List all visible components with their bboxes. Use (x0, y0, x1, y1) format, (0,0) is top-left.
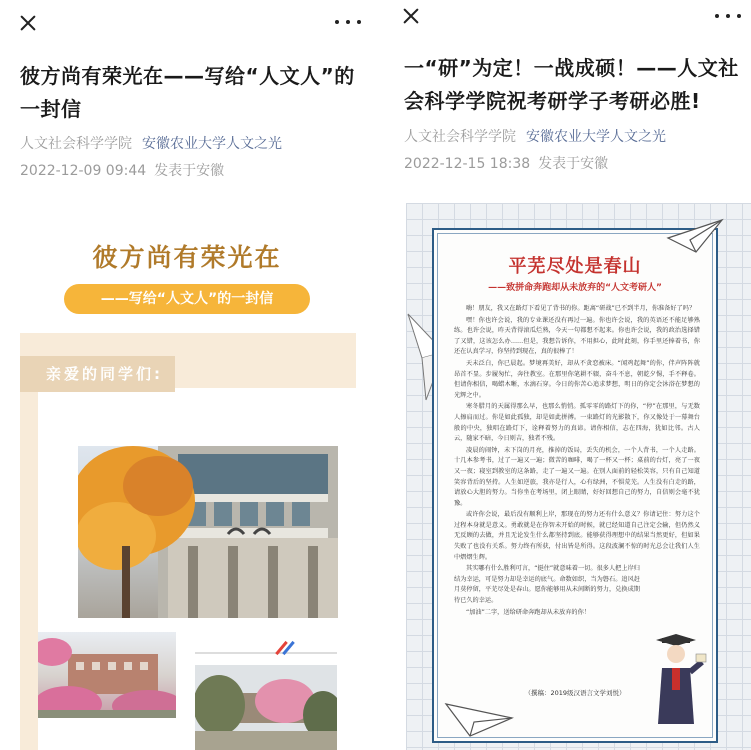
left-article-pane (0, 0, 374, 750)
library-photo[interactable] (78, 446, 338, 618)
campus-photo-blossom-drawing (38, 632, 176, 718)
account-link[interactable]: 安徽农业大学人文之光 (526, 129, 666, 145)
article-title: 彼方尚有荣光在——写给“人文人”的一封信 (20, 64, 355, 121)
publish-location: 发表于安徽 (154, 163, 225, 179)
poster-paragraph: 其实哪有什么胜利可言，“挺住”就意味着一切。很多人把上岸归结为幸运，可是努力却是幸运的底气。命数如织，当为磐石。追风赶月莫停留，平芜尽处是春山。愿你能够用从未间断的努力，兑换成期待已久的幸运。 (454, 565, 640, 605)
poster-paragraph: 寒冬腊月的天属得那么早，也那么悄悄。孤零零的路灯下的你，“停”在那里，与无数人擦肩而过。你是如此孤独，却是如此拼搏。一束路灯的光影散下，你又像处于一幕舞台般的中央，独唱在路灯下，诠释着努力的真谛。请你相信，志在四海，犹如比邻。古人云，随家不暗，今日则吉，独者不残。 (454, 403, 700, 443)
campus-photo-garden[interactable] (195, 665, 337, 750)
graduate-figure-icon (648, 632, 708, 732)
poster-paragraph: 嘿！你也许会说，我的专业课还没有再过一遍。你也许会说，我的英语还不能足够熟练。也许会说，昨天背得滚瓜烂熟，今天一句都想不起来。你也许会说，我的政治选择错了又错，这该怎么办……但是，我想告诉你，不用担心，此时此刻，你手里还捧着书，你还在认真学习，你坚持到现在，真的很棒了！ (454, 316, 700, 356)
campus-photo-garden-drawing (195, 665, 337, 750)
decorative-line (195, 652, 337, 654)
poster-paragraph: “加油”二字，送给研命奔跑却从未放弃的你！ (466, 608, 590, 616)
pane-divider (374, 0, 386, 750)
publish-datetime: 2022-12-15 18:38 (404, 156, 531, 172)
account-link[interactable]: 安徽农业大学人文之光 (142, 136, 282, 152)
paper-plane-icon (444, 700, 514, 740)
poster-paragraph: 或许你会说，最后没有顺利上岸，那现在的努力还有什么意义？你请记住：努力这个过程本身就是意义。勇敢就是在你智未开始的时候，就已经知道自己注定会输，但仍然义无反顾的去做，并且无论发生什么都坚持到底。能够获得理想中的结果当然更好，但如果失败了也没有关系。努力终有所获，付出皆是所得。这段波澜不惊的时光总会让我们人生中熠熠生辉。 (454, 511, 700, 561)
author-name: 人文社会科学学院 (404, 129, 516, 145)
article-date (404, 153, 608, 173)
more-icon[interactable] (715, 6, 741, 26)
poster-subtitle: ——致拼命奔跑却从未放弃的“人文考研人” (488, 283, 662, 293)
hero-subtitle-pill: ——写给“人文人”的一封信 (64, 284, 310, 314)
library-photo-drawing (78, 446, 338, 618)
hero-title: 彼方尚有荣光在 (92, 243, 282, 272)
poster-title: 平芜尽处是春山 (508, 256, 642, 277)
author-name: 人文社会科学学院 (20, 136, 132, 152)
paper-plane-icon (666, 218, 724, 254)
poster-credit: （撰稿：2019级汉语言文学刘悦） (524, 689, 626, 697)
campus-photo-blossom[interactable] (38, 632, 176, 718)
poster-paragraph: 凌晨的闹钟，未下岗的月亮，推掉的饭局，丢失的机会，一个人背书，一个人走路。十几本参考书，过了一遍又一遍；微苦的咖啡，喝了一杯又一杯；桌前的台灯，亮了一夜又一夜；寝室到教室的这条路，走了一遍又一遍。在别人面前的轻松笑容，只有自己知道笑容背后的坚持。人生如逆旅，我亦是行人，心有绿洲，不惧荒芜。人生没有白走的路，请放心大胆的努力。当你坐在考场里，闭上眼睛，好好回想自己的努力，自信则会毫不犹豫。 (454, 446, 700, 507)
poster-paragraph: 嗨！朋友，我又在路灯下看见了背书的你。距离“研战”已不到半月，你准备好了吗？ (466, 305, 696, 312)
poster-body (454, 304, 700, 619)
article-title: 一“研”为定！一战成硕！——人文社会科学学院祝考研学子考研必胜! (404, 56, 739, 113)
article-byline (404, 126, 666, 146)
poster-paragraph: 天未泛白，你已晨起。梦境再美好，却从不贪恋被床。“闻鸡起舞”的你，伴声阵阵就昂首不显。步履匆忙，奔往教室。在那里你笔耕不辍，奋斗不息，朝乾夕惕，手不释卷。但请你相信，喝蜡木晰，水滴石穿。今日的你苦心追求梦想，明日的你定会沐浴在梦想的光辉之中。 (454, 359, 700, 399)
more-icon[interactable] (335, 12, 361, 32)
article-date (20, 160, 224, 180)
left-top-bar (0, 0, 374, 44)
close-icon[interactable] (15, 10, 41, 36)
right-article-pane (386, 0, 751, 750)
right-top-bar (386, 0, 751, 44)
article-byline (20, 133, 282, 153)
close-icon[interactable] (398, 3, 424, 29)
publish-datetime: 2022-12-09 09:44 (20, 163, 147, 179)
letter-greeting: 亲爱的同学们: (20, 356, 175, 392)
publish-location: 发表于安徽 (538, 156, 609, 172)
